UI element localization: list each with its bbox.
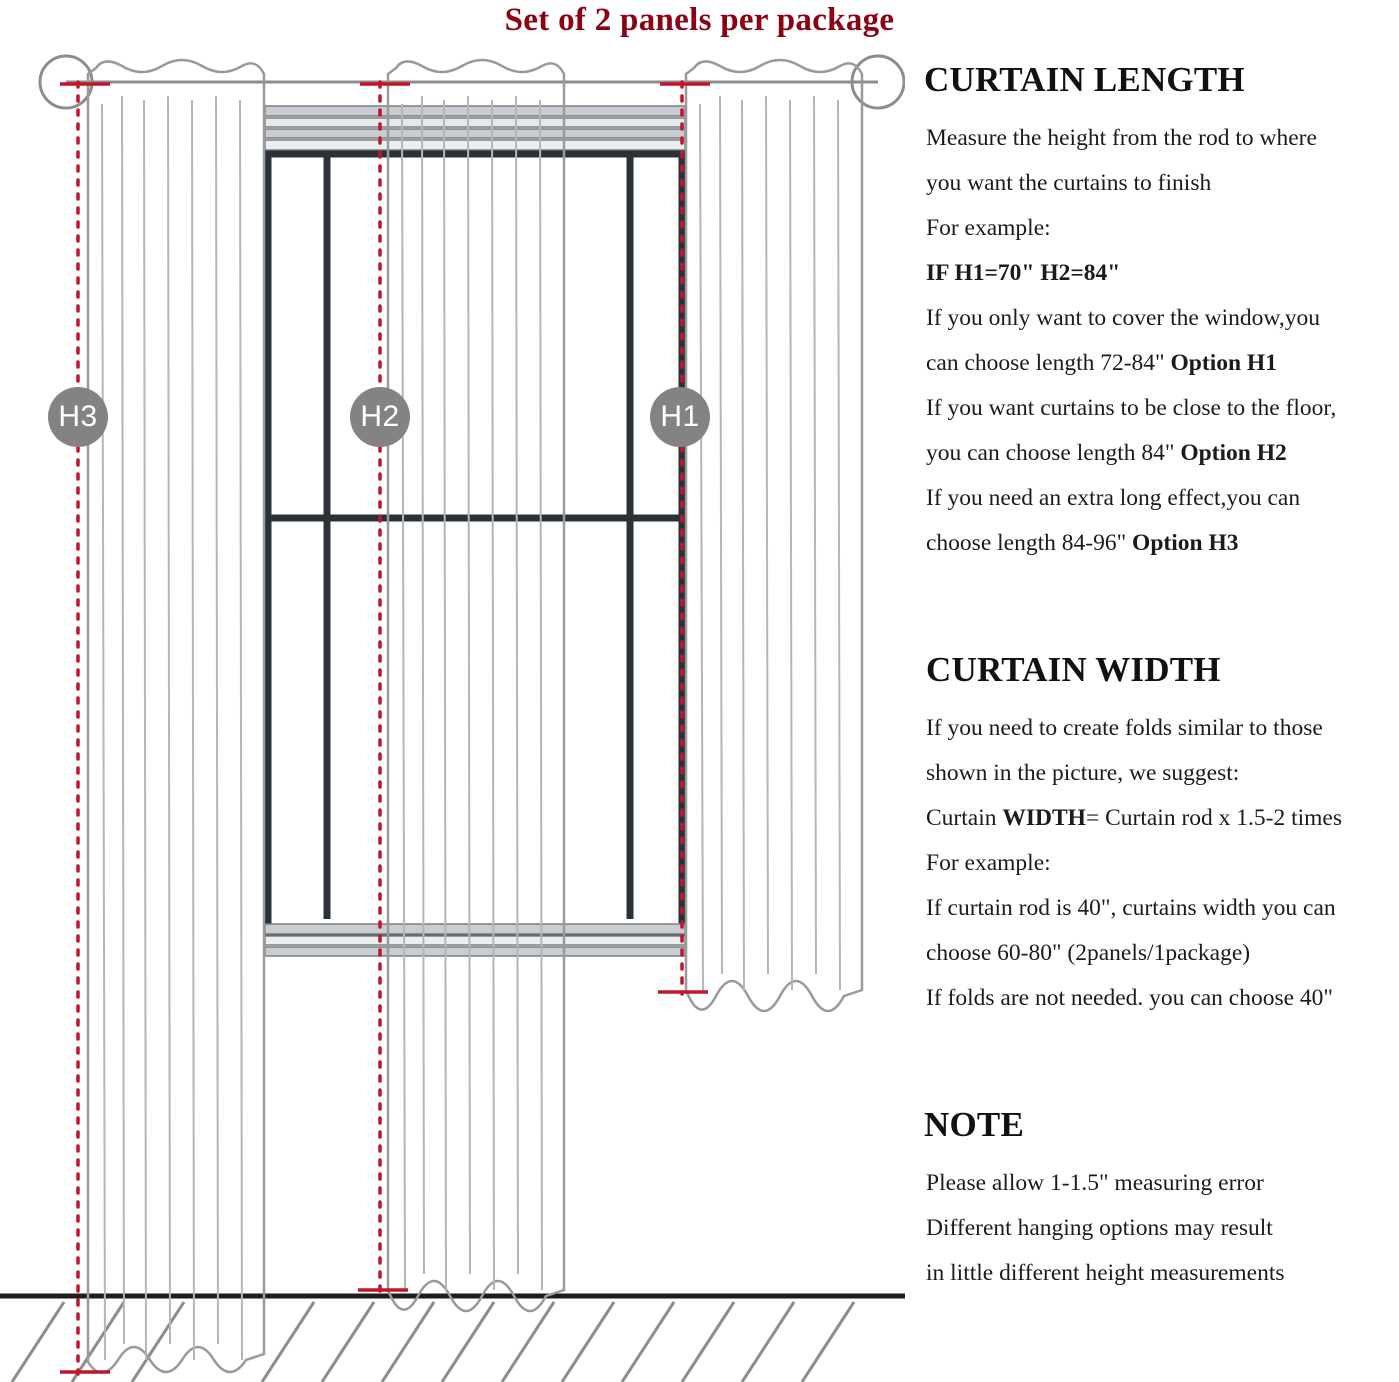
note-line-3: in little different height measurements xyxy=(926,1260,1285,1286)
length-line-8-text: you can choose length 84" xyxy=(926,440,1181,466)
length-line-7: If you want curtains to be close to the floor, xyxy=(926,395,1337,421)
section-heading-curtain-width: CURTAIN WIDTH xyxy=(926,650,1221,689)
length-line-8 xyxy=(926,431,1398,476)
section-curtain-length xyxy=(920,60,1398,566)
width-line-3-formula xyxy=(926,796,1398,841)
measurement-badge-h2: H2 xyxy=(350,387,410,447)
width-line-7: If folds are not needed. you can choose 40" xyxy=(926,985,1333,1011)
length-line-1: Measure the height from the rod to where xyxy=(926,125,1317,151)
option-h3-label: Option H3 xyxy=(1132,530,1239,556)
length-line-5: If you only want to cover the window,you xyxy=(926,305,1320,331)
width-line-4: For example: xyxy=(926,850,1051,876)
width-formula-pre: Curtain xyxy=(926,805,1003,831)
length-line-10-text: choose length 84-96" xyxy=(926,530,1133,556)
length-line-9: If you need an extra long effect,you can xyxy=(926,485,1301,511)
curtain-diagram-svg xyxy=(0,44,905,1382)
floor xyxy=(0,1296,905,1382)
curtain-panel-left xyxy=(88,60,264,1373)
width-line-1: If you need to create folds similar to those xyxy=(926,715,1323,741)
option-h1-label: Option H1 xyxy=(1170,350,1277,376)
curtain-rod xyxy=(40,56,904,108)
instructions-column xyxy=(920,60,1398,1296)
length-line-3: For example: xyxy=(926,215,1051,241)
window-frame xyxy=(265,106,685,956)
width-line-5: If curtain rod is 40", curtains width you can xyxy=(926,895,1336,921)
width-keyword: WIDTH xyxy=(1002,805,1086,831)
section-note xyxy=(920,1105,1398,1296)
note-line-2: Different hanging options may result xyxy=(926,1215,1273,1241)
measurement-lines xyxy=(60,82,710,1374)
section-heading-note: NOTE xyxy=(924,1105,1024,1144)
curtain-panel-middle xyxy=(388,60,564,1311)
length-line-6 xyxy=(926,341,1398,386)
note-line-1: Please allow 1-1.5" measuring error xyxy=(926,1170,1264,1196)
length-line-4-example-values: IF H1=70" H2=84" xyxy=(926,260,1121,286)
option-h2-label: Option H2 xyxy=(1180,440,1287,466)
length-line-6-text: can choose length 72-84" xyxy=(926,350,1171,376)
page-title: Set of 2 panels per package xyxy=(504,2,895,38)
measurement-badge-h1: H1 xyxy=(650,387,710,447)
section-curtain-width xyxy=(920,650,1398,1021)
curtain-panel-right xyxy=(686,60,862,1011)
length-line-10 xyxy=(926,521,1398,566)
width-line-2: shown in the picture, we suggest: xyxy=(926,760,1240,786)
width-formula-post: = Curtain rod x 1.5-2 times xyxy=(1085,805,1343,831)
measurement-badge-h3: H3 xyxy=(48,387,108,447)
width-line-6: choose 60-80" (2panels/1package) xyxy=(926,940,1251,966)
curtain-diagram xyxy=(0,44,905,1382)
section-heading-curtain-length: CURTAIN LENGTH xyxy=(924,60,1245,99)
length-line-2: you want the curtains to finish xyxy=(926,170,1212,196)
